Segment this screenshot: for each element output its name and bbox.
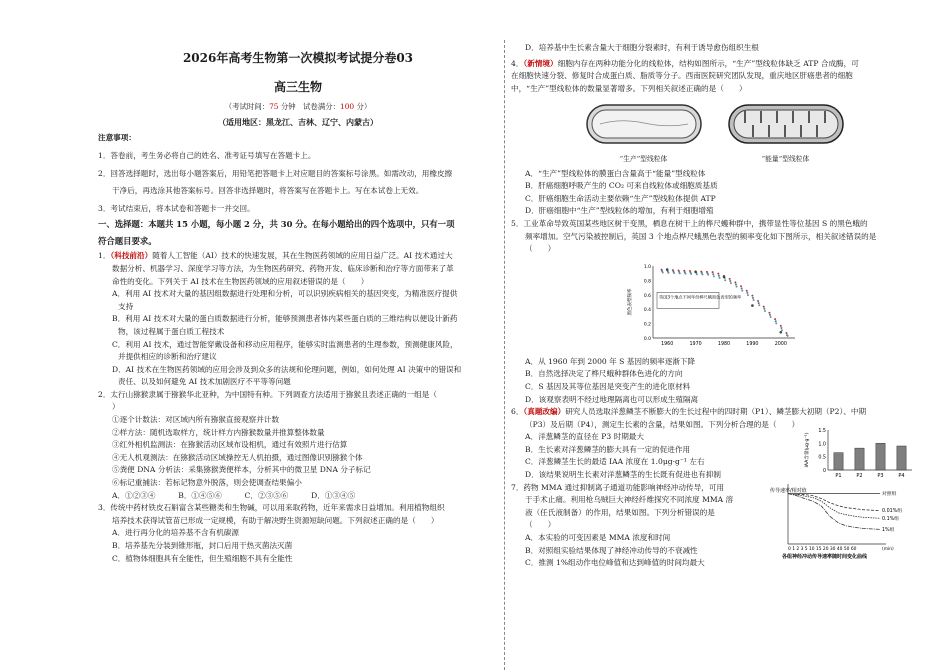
- series-point: [694, 270, 697, 273]
- nerve-conduction-chart: [768, 480, 918, 566]
- data-point: [717, 274, 719, 276]
- meta-suffix: 分）: [354, 102, 372, 112]
- x-tick-label: P1: [835, 473, 842, 480]
- right-column: [511, 42, 918, 570]
- x-tick-label: P4: [898, 473, 905, 480]
- x-tick-labels: 0 1 2 3 5 10 15 20 30 40 50 60: [788, 546, 857, 552]
- exam-meta: [98, 101, 498, 114]
- data-point: [735, 285, 737, 287]
- data-point: [741, 289, 743, 291]
- series-point: [779, 331, 782, 334]
- series-point: [751, 304, 754, 307]
- q4-option: C．肝癌细胞生命活动主要依赖“生产”型线粒体提供 ATP: [525, 193, 716, 203]
- series-label: 对照组: [882, 491, 897, 497]
- note-line: 干净后，再选涂其他答案标号。回答非选择题时，将答案写在答题卡上。写在本试卷上无效。: [112, 186, 424, 196]
- q6-option: D．该结果说明生长素对洋葱鳞茎的生长既有促进也有抑制: [525, 470, 721, 480]
- data-point: [711, 271, 713, 273]
- series-label: 1%组: [882, 527, 895, 533]
- data-point: [690, 273, 692, 275]
- notes-heading: 注意事项：: [98, 133, 136, 143]
- data-point: [763, 310, 765, 312]
- data-point: [762, 305, 764, 307]
- energy-mito-figure: [727, 101, 845, 165]
- q1-option: A．利用 AI 技术对大量的基因组数据进行处理和分析，可以识别疾病相关的基因突变，为精准医疗提供: [112, 289, 458, 299]
- data-point: [745, 289, 747, 291]
- section-heading-cont: 符合题目要求。: [98, 236, 157, 247]
- energy-mito-image: [727, 101, 845, 147]
- q2-item: ④无人机观测法：在猕猴活动区域操控无人机拍摄，通过图像识别猕猴个体: [112, 452, 363, 462]
- x-tick-label: 2000: [774, 341, 787, 347]
- production-mito-figure: [585, 101, 703, 165]
- x-tick-label: 1960: [660, 341, 673, 347]
- mitochondria-figure: [511, 101, 918, 165]
- q1-option-cont: 责任、以及如何避免 AI 技术加剧医疗不平等等问题: [118, 377, 291, 387]
- q7-stem-line: 液（任氏液制备）的作用，结果如图。下列分析错误的是: [525, 507, 715, 517]
- q1-tag: （科技前沿）: [110, 251, 153, 261]
- x-tick-label: P2: [856, 473, 863, 480]
- data-point: [734, 281, 736, 283]
- y-tick-label: 1.5: [818, 429, 826, 435]
- q4-option: A．“生产”型线粒体的膜蛋白含量高于“能量”型线粒体: [525, 168, 706, 178]
- q6-option: B．生长素对洋葱鳞茎的膨大具有一定的促进作用: [525, 444, 691, 454]
- question-1-stem: [98, 250, 498, 263]
- q6-number: 6．: [511, 407, 524, 417]
- data-point: [712, 275, 714, 277]
- q4-stem-line: 在细胞快速分裂、修复时合成蛋白质、脂质等分子。西南医院研究团队发现，重庆地区肝癌患者的细胞: [511, 71, 853, 81]
- exam-region: （适用地区：黑龙江、吉林、辽宁、内蒙古）: [218, 116, 378, 127]
- production-mito-image: [585, 101, 703, 147]
- data-point: [752, 297, 754, 299]
- meta-score: 100: [340, 102, 355, 112]
- q1-stem-line: 数据分析、机器学习、深度学习等方法，为生物医药研究、药物开发、临床诊断和治疗等方面带来了革: [112, 263, 454, 273]
- q3-stem-line: 3．传统中药材铁皮石斛富含某些糖类和生物碱，可以用来取药物，近年来需求日益增加。利用植物组织: [98, 503, 445, 513]
- q4-stem-line: 中，“生产”型线粒体的数量显著增多。下列相关叙述正确的是（ ）: [511, 83, 747, 93]
- data-point: [673, 272, 675, 274]
- q3-stem-line: 培养技术获得试管苗已形成一定规模，有助于解决野生资源短缺问题。下列叙述正确的是（ ）: [112, 515, 439, 525]
- data-point: [712, 273, 714, 275]
- q6-option: A．洋葱鳞茎的直径在 P3 时期最大: [525, 432, 644, 442]
- q2-item: ⑤粪便 DNA 分析法：采集猕猴粪便样本，分析其中的微卫星 DNA 分子标记: [112, 465, 371, 475]
- data-point: [786, 335, 788, 337]
- data-point: [729, 280, 731, 282]
- x-tick-label: 1970: [688, 341, 702, 347]
- x-unit: (min): [882, 546, 894, 552]
- exam-subtitle: 高三生物: [273, 79, 322, 94]
- x-tick-label: P3: [877, 473, 884, 480]
- q5-option: C．S 基因及其等位基因是突变产生的进化原材料: [525, 381, 691, 391]
- data-point: [707, 274, 709, 276]
- data-point: [746, 292, 748, 294]
- series-label: 0.1%组: [882, 516, 899, 522]
- question-7: [511, 482, 918, 570]
- series-point: [722, 275, 725, 278]
- q6-tag: （真题改编）: [523, 407, 566, 417]
- data-point: [757, 302, 759, 304]
- data-point: [734, 283, 736, 285]
- energy-mito-caption: “能量”型线粒体: [761, 154, 810, 163]
- q1-option-cont: 支持: [118, 301, 134, 311]
- data-point: [661, 271, 663, 273]
- series-line: [788, 493, 880, 510]
- q7-option: A．本实验的可变因素是 MMA 浓度和时间: [525, 533, 671, 543]
- q3-option: C．植物体细胞具有全能性，但生殖细胞不具有全能性: [112, 553, 293, 563]
- q1-option: D．AI 技术在生物医药领域的应用会涉及到众多的法规和伦理问题，例如，如何处理 AI 决策中的错误和: [112, 364, 462, 374]
- meta-mid: 分钟 试卷满分：: [278, 102, 340, 112]
- y-tick-label: 0: [822, 469, 826, 475]
- q5-option: D．该观察表明不经过地理隔离也可以形成生殖隔离: [525, 394, 699, 404]
- meta-time: 75: [269, 102, 279, 112]
- q6-option: C．洋葱鳞茎生长的最适 IAA 浓度在 1.0μg·g⁻¹ 左右: [525, 457, 705, 467]
- data-point: [775, 322, 777, 324]
- y-tick-label: 0.8: [643, 279, 651, 285]
- q6-stem-line: （P3）及后期（P4），测定生长素的含量，结果如图。下列分析合理的是（ ）: [525, 419, 800, 429]
- q5-stem-line: 5．工业革命导致英国某些地区树干变黑，栖息在树干上的桦尺蠖种群中，携带显性等位基因 S 的黑色蛾的: [511, 218, 868, 228]
- data-point: [701, 273, 703, 275]
- left-column: [98, 0, 498, 565]
- q2-item: ①逐个计数法：对区域内所有猕猴直接观察并计数: [112, 415, 280, 425]
- column-divider: [504, 40, 505, 670]
- q1-option: B．利用 AI 技术对大量的蛋白质数据进行分析，能够预测患者体内某些蛋白质的三维结构以便设计新药: [112, 314, 458, 324]
- data-point: [774, 318, 776, 320]
- y-axis-label: 传导速率/相对值: [770, 487, 807, 494]
- data-point: [752, 299, 754, 301]
- iaa-bar: [834, 453, 843, 470]
- q4-option: D．肝癌细胞中“生产”型线粒体的增加，有利于细胞增殖: [525, 206, 714, 216]
- q5-option: A．从 1960 年到 2000 年 S 基因的频率逐渐下降: [525, 356, 696, 366]
- iaa-bar: [897, 446, 906, 470]
- q1-stem-line: 随着人工智能（AI）技术的快速发展，其在生物医药领域的应用日益广泛。AI 技术通过大: [152, 251, 453, 261]
- q3-option: A．进行再分化的培养基不含有机碳源: [112, 528, 239, 538]
- q2-stem-line: ）: [112, 402, 120, 412]
- data-point: [740, 287, 742, 289]
- y-axis-label: 黑色表型频率: [627, 288, 633, 316]
- data-point: [769, 314, 771, 316]
- data-point: [758, 304, 760, 306]
- chart-caption: 各组神经冲动传导速率随时间变化曲线: [782, 553, 868, 560]
- data-point: [667, 271, 669, 273]
- data-point: [717, 272, 719, 274]
- question-6: [511, 406, 918, 482]
- data-point: [779, 325, 781, 327]
- q7-stem-line: 于手术止痛。利用枪乌贼巨大神经纤维探究不同浓度 MMA 溶: [525, 495, 734, 505]
- q4-stem: [511, 58, 918, 71]
- meta-prefix: （考试时间：: [224, 102, 270, 112]
- q6-stem-line: 研究人员选取洋葱鳞茎不断膨大的生长过程中的四时期（P1）、鳞茎膨大初期（P2）、中期: [565, 407, 867, 417]
- q5-option: B．自然选择决定了桦尺蛾种群体色进化的方向: [525, 369, 683, 379]
- q4-number: 4．: [511, 58, 524, 68]
- data-point: [740, 285, 742, 287]
- q2-item: ⑥标记重捕法：若标记物意外脱落，则会使调查结果偏小: [112, 478, 302, 488]
- q2-item: ②样方法：随机选取样方，统计样方内猕猴数量并推算整体数量: [112, 427, 325, 437]
- y-tick-label: 0.6: [643, 293, 651, 299]
- q7-stem-line: 7．药物 MMA 通过抑制离子通道功能影响神经冲动传导，可用: [511, 482, 724, 492]
- data-point: [780, 327, 782, 329]
- q7-option: B．对照组实验结果体现了神经冲动传导的不衰减性: [525, 545, 698, 555]
- x-tick-label: 1980: [717, 341, 730, 347]
- data-point: [684, 272, 686, 274]
- series-line: [788, 493, 880, 529]
- iaa-bar: [876, 443, 885, 470]
- q1-option-cont: 物，该过程属于蛋白质工程技术: [118, 326, 225, 336]
- section-heading: 一、选择题：本题共 15 小题，每小题 2 分，共 30 分。在每小题给出的四个选项中，只有一项: [98, 219, 455, 230]
- q4-stem-line: 细胞内存在两种功能分化的线粒体，结构如图所示，“生产”型线粒体缺乏 ATP 合成酶，可: [557, 58, 859, 68]
- q1-number: 1．: [98, 251, 111, 261]
- y-tick-label: 1.0: [818, 442, 826, 448]
- q7-option: C．推测 1%组动作电位峰值和达到峰值的时间均最大: [525, 558, 705, 568]
- data-point: [729, 282, 731, 284]
- q1-option-cont: 并提供相应的诊断和治疗建议: [118, 352, 217, 362]
- data-point: [785, 332, 787, 334]
- data-point: [757, 300, 759, 302]
- data-point: [724, 279, 726, 281]
- iaa-bar-chart: [798, 424, 918, 482]
- data-point: [769, 316, 771, 318]
- data-point: [718, 277, 720, 279]
- q4-option: B．肝癌细胞呼吸产生的 CO₂ 可来自线粒体或细胞质基质: [525, 181, 718, 191]
- y-tick-label: 0.4: [643, 307, 651, 313]
- y-tick-label: 0.5: [818, 455, 826, 461]
- q6-stem: [511, 406, 918, 419]
- data-point: [678, 272, 680, 274]
- q4-tag: （新情境）: [523, 58, 558, 68]
- data-point: [728, 278, 730, 280]
- q5-stem-line: 频率增加。空气污染被控制后，英国 3 个地点桦尺蛾黑色表型的频率变化如下图所示，相关叙述错误的是: [525, 231, 877, 241]
- iaa-bar: [855, 448, 864, 470]
- moth-frequency-chart: [625, 260, 805, 352]
- x-tick-label: 1990: [745, 341, 759, 347]
- y-tick-label: 0.0: [643, 336, 651, 342]
- series-point: [665, 268, 668, 271]
- q3-option-d: D．培养基中生长素含量大于细胞分裂素时，有利于诱导愈伤组织生根: [525, 43, 759, 52]
- q3-option: B．培养基先分装到锥形瓶，封口后用干热灭菌法灭菌: [112, 541, 293, 550]
- note-line: 3．考试结束后，将本试卷和答题卡一并交回。: [98, 203, 255, 213]
- data-point: [695, 273, 697, 275]
- q2-options: A．①②③④ B．①④⑤⑥ C．②③⑤⑥ D．①③④⑤: [112, 490, 356, 500]
- q2-stem-line: 2．太行山猕猴隶属于猕猴华北亚种，为中国特有种。下列调查方法适用于猕猴且表述正确的一组是（: [98, 389, 437, 399]
- moth-chart-wrap: [511, 260, 918, 352]
- data-point: [781, 329, 783, 331]
- exam-title: 2026年高考生物第一次模拟考试提分卷03: [182, 51, 414, 65]
- data-point: [774, 320, 776, 322]
- data-point: [746, 294, 748, 296]
- data-point: [751, 294, 753, 296]
- series-label: 0.01%组: [882, 508, 903, 514]
- y-tick-label: 1.0: [643, 264, 651, 270]
- production-mito-caption: “生产”型线粒体: [619, 154, 668, 163]
- q1-stem-line: 命性的变化。下列关于 AI 技术在生物医药领域的应用叙述错误的是（ ）: [112, 276, 369, 286]
- q1-option: C．利用 AI 技术，通过智能穿戴设备和移动应用程序，能够实时监测患者的生理参数，预测健康风险，: [112, 339, 458, 349]
- note-line: 1．答卷前，考生务必将自己的姓名、准考证号填写在答题卡上。: [98, 150, 316, 160]
- data-point: [768, 311, 770, 313]
- q7-stem-line: （ ）: [525, 520, 556, 530]
- note-line: 2．回答选择题时，选出每小题答案后，用铅笔把答题卡上对应题目的答案标号涂黑。如需改动，用橡皮擦: [98, 168, 453, 178]
- q5-stem-line: （ ）: [525, 244, 556, 254]
- y-tick-label: 0.2: [643, 322, 651, 328]
- y-axis-label: IAA含量(μg·g⁻¹): [805, 432, 810, 468]
- q2-item: ③红外相机监测法：在猕猴活动区域布设相机，通过有效照片进行估算: [112, 440, 348, 450]
- legend-text: 英国3个地点不同年份桦尺蛾黑色表型的频率: [658, 294, 741, 300]
- data-point: [763, 308, 765, 310]
